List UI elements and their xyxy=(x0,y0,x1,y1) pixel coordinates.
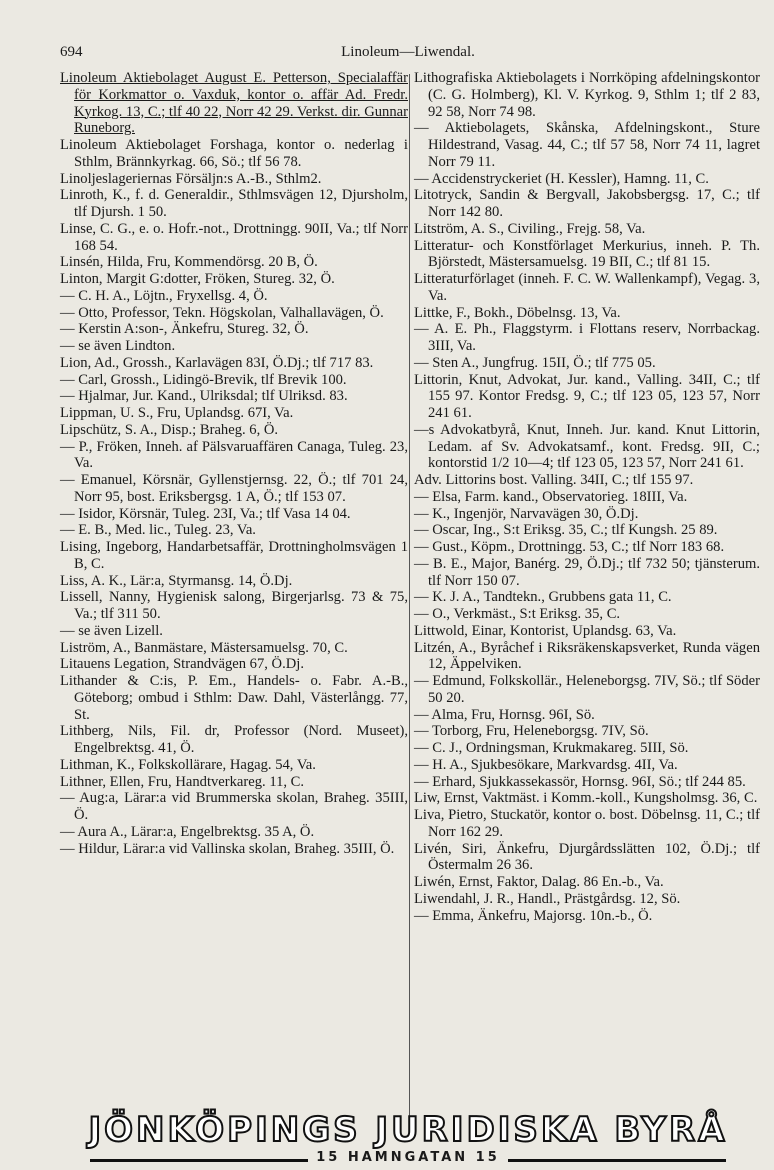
directory-entry: Livén, Siri, Änkefru, Djurgårdsslätten 102, Ö.Dj.; tlf Östermalm 26 36. xyxy=(414,840,760,874)
directory-entry: Litzén, A., Byråchef i Riksräkenskapsverket, Runda vägen 12, Äppelviken. xyxy=(414,639,760,673)
directory-entry: Liss, A. K., Lär:a, Styrmansg. 14, Ö.Dj. xyxy=(60,572,293,589)
directory-entry: — Kerstin A:son-, Änkefru, Stureg. 32, Ö. xyxy=(60,321,309,338)
directory-entry: — se även Lizell. xyxy=(60,622,163,639)
directory-entry: Linoljeslageriernas Försäljn:s A.-B., Sthlm2. xyxy=(60,170,322,187)
directory-entry: — Emanuel, Körsnär, Gyllenstjernsg. 22, Ö.; tlf 701 24, Norr 95, bost. Eriksbergsg. 1 A, Ö.; tlf 153 07. xyxy=(60,472,408,505)
directory-entry: Linroth, K., f. d. Generaldir., Sthlmsvägen 12, Djursholm, tlf Djursh. 1 50. xyxy=(60,187,408,220)
right-column xyxy=(414,70,760,924)
directory-entry: Lissell, Nanny, Hygienisk salong, Birgerjarlsg. 73 & 75, Va.; tlf 311 50. xyxy=(60,589,408,622)
directory-entry: Littorin, Knut, Advokat, Jur. kand., Valling. 34II, C.; tlf 155 97. Kontor Fredsg. 9, C.; tlf 123 05, 123 57, Norr 241 61. xyxy=(414,371,760,421)
directory-entry: Lithander & C:is, P. Em., Handels- o. Fabr. A.-B., Göteborg; ombud i Sthlm: Daw. Dahl, Västerlångg. 77, St. xyxy=(60,673,408,723)
directory-entry: Lising, Ingeborg, Handarbetsaffär, Drottningholmsvägen 1 B, C. xyxy=(60,539,408,572)
directory-entry: Linoleum Aktiebolaget August E. Petterson, Specialaffär för Korkmattor o. Vaxduk, kontor o. affär Ad. Fredr. Kyrkog. 13, C.; tlf 40 22, Norr 42 29. Verkst. dir. Gunnar Runeborg. xyxy=(60,70,408,137)
directory-entry: Liström, A., Banmästare, Mästersamuelsg. 70, C. xyxy=(60,639,348,656)
directory-entry: Linoleum Aktiebolaget Forshaga, kontor o. nederlag i Sthlm, Brännkyrkag. 66, Sö.; tlf 56 78. xyxy=(60,137,408,170)
directory-entry: Litström, A. S., Civiling., Frejg. 58, Va. xyxy=(414,220,646,237)
directory-entry: — Elsa, Farm. kand., Observatorieg. 18III, Va. xyxy=(414,488,688,505)
directory-entry: Lithner, Ellen, Fru, Handtverkareg. 11, C. xyxy=(60,773,305,790)
advertisement-address: 15 HAMNGATAN 15 xyxy=(308,1150,508,1165)
directory-entry: — Erhard, Sjukkassekassör, Hornsg. 96I, Sö.; tlf 244 85. xyxy=(414,773,746,790)
directory-entry: — K. J. A., Tandtekn., Grubbens gata 11, C. xyxy=(414,589,672,606)
directory-entry: — Accidenstryckeriet (H. Kessler), Hamng. 11, C. xyxy=(414,170,709,187)
directory-entry: — Aug:a, Lärar:a vid Brummerska skolan, Braheg. 35III, Ö. xyxy=(60,790,408,823)
page-header xyxy=(60,44,756,68)
directory-entry: Lippman, U. S., Fru, Uplandsg. 67I, Va. xyxy=(60,405,294,421)
directory-entry: Linsén, Hilda, Fru, Kommendörsg. 20 B, Ö. xyxy=(60,254,318,271)
directory-entry: — Isidor, Körsnär, Tuleg. 23I, Va.; tlf Vasa 14 04. xyxy=(60,505,351,522)
directory-entry: Litteraturförlaget (inneh. F. C. W. Wallenkampf), Vegag. 3, Va. xyxy=(414,271,760,304)
address-rule-right xyxy=(486,1159,726,1162)
directory-entry: Litteratur- och Konstförlaget Merkurius, inneh. P. Th. Björstedt, Mästersamuelsg. 19 BII, C.; tlf 81 15. xyxy=(414,237,760,271)
page-title: Linoleum—Liwendal. xyxy=(341,44,475,60)
directory-entry: —s Advokatbyrå, Knut, Inneh. Jur. kand. Knut Littorin, Ledam. af Sv. Advokatsamf., kont. Fredsg. 9II, C.; kontorstid 1/2 10—4; tlf 123 05, 123 57, Norr 241 61. xyxy=(414,421,760,472)
directory-entry: — Carl, Grossh., Lidingö-Brevik, tlf Brevik 100. xyxy=(60,371,347,388)
directory-entry: — P., Fröken, Inneh. af Pälsvaruaffären Canaga, Tuleg. 23, Va. xyxy=(60,438,408,472)
directory-entry: Lithberg, Nils, Fil. dr, Professor (Nord. Museet), Engelbrektsg. 41, Ö. xyxy=(60,723,408,756)
directory-entry: Linse, C. G., e. o. Hofr.-not., Drottningg. 90II, Va.; tlf Norr 168 54. xyxy=(60,220,408,254)
advertisement-banner: JÖNKÖPINGS JURIDISKA BYRÅ xyxy=(88,1110,728,1150)
directory-entry: — Hildur, Lärar:a vid Vallinska skolan, Braheg. 35III, Ö. xyxy=(60,840,395,857)
column-divider xyxy=(409,74,410,1124)
directory-entry: — O., Verkmäst., S:t Eriksg. 35, C. xyxy=(414,606,621,622)
directory-entry: Liw, Ernst, Vaktmäst. i Komm.-koll., Kungsholmsg. 36, C. xyxy=(414,790,758,807)
page-number: 694 xyxy=(60,44,83,60)
directory-entry: Lipschütz, S. A., Disp.; Braheg. 6, Ö. xyxy=(60,421,279,438)
directory-entry: — Emma, Änkefru, Majorsg. 10n.-b., Ö. xyxy=(414,907,653,924)
directory-entry: Linton, Margit G:dotter, Fröken, Stureg. 32, Ö. xyxy=(60,271,335,287)
directory-entry: Litauens Legation, Strandvägen 67, Ö.Dj. xyxy=(60,656,304,673)
directory-entry: Lion, Ad., Grossh., Karlavägen 83I, Ö.Dj.; tlf 717 83. xyxy=(60,354,374,371)
advertisement-address-line xyxy=(60,1150,756,1170)
directory-entry: — Otto, Professor, Tekn. Högskolan, Valhallavägen, Ö. xyxy=(60,304,384,321)
advertisement-footer xyxy=(60,1112,756,1170)
directory-entry: Adv. Littorins bost. Valling. 34II, C.; tlf 155 97. xyxy=(414,472,694,488)
directory-entry: — Alma, Fru, Hornsg. 96I, Sö. xyxy=(414,706,595,723)
directory-entry: — B. E., Major, Banérg. 29, Ö.Dj.; tlf 732 50; tjänsterum. tlf Norr 150 07. xyxy=(414,555,760,589)
directory-entry: Lithografiska Aktiebolagets i Norrköping afdelningskontor (C. G. Holmberg), Kl. V. Kyrkog. 9, Sthlm 1; tlf 2 83, 92 58, Norr 74 98. xyxy=(414,70,760,120)
directory-entry: — se även Lindton. xyxy=(60,338,176,354)
directory-entry: Liva, Pietro, Stuckatör, kontor o. bost. Döbelnsg. 11, C.; tlf Norr 162 29. xyxy=(414,807,760,840)
directory-entry: Littke, F., Bokh., Döbelnsg. 13, Va. xyxy=(414,304,621,321)
directory-entry: — C. J., Ordningsman, Krukmakareg. 5III, Sö. xyxy=(414,740,689,756)
directory-entry: — E. B., Med. lic., Tuleg. 23, Va. xyxy=(60,522,256,539)
directory-entry: — Sten A., Jungfrug. 15II, Ö.; tlf 775 05. xyxy=(414,354,656,371)
left-column xyxy=(60,70,408,857)
directory-entry: — H. A., Sjukbesökare, Markvardsg. 4II, Va. xyxy=(414,756,678,773)
directory-entry: — A. E. Ph., Flaggstyrm. i Flottans reserv, Norrbackag. 3III, Va. xyxy=(414,321,760,354)
directory-entry: — Aura A., Lärar:a, Engelbrektsg. 35 A, Ö. xyxy=(60,823,315,840)
directory-entry: — Aktiebolagets, Skånska, Afdelningskont., Sture Hildestrand, Vasag. 44, C.; tlf 57 58, Norr 74 11, lagret Norr 79 11. xyxy=(414,120,760,170)
directory-entry: Liwén, Ernst, Faktor, Dalag. 86 En.-b., Va. xyxy=(414,874,664,890)
directory-entry: — C. H. A., Löjtn., Fryxellsg. 4, Ö. xyxy=(60,287,268,304)
directory-entry: — Gust., Köpm., Drottningg. 53, C.; tlf Norr 183 68. xyxy=(414,539,725,555)
directory-entry: Lithman, K., Folkskollärare, Hagag. 54, Va. xyxy=(60,756,316,773)
directory-entry: Liwendahl, J. R., Handl., Prästgårdsg. 12, Sö. xyxy=(414,890,681,907)
directory-entry: — Torborg, Fru, Heleneborgsg. 7IV, Sö. xyxy=(414,723,649,740)
directory-entry: — K., Ingenjör, Narvavägen 30, Ö.Dj. xyxy=(414,505,639,522)
directory-entry: Litotryck, Sandin & Bergvall, Jakobsbergsg. 17, C.; tlf Norr 142 80. xyxy=(414,187,760,220)
directory-entry: — Hjalmar, Jur. Kand., Ulriksdal; tlf Ulriksd. 83. xyxy=(60,388,348,405)
address-rule-left xyxy=(90,1159,330,1162)
directory-entry: — Edmund, Folkskollär., Heleneborgsg. 7IV, Sö.; tlf Söder 50 20. xyxy=(414,673,760,706)
directory-entry: Littwold, Einar, Kontorist, Uplandsg. 63, Va. xyxy=(414,622,677,639)
directory-entry: — Oscar, Ing., S:t Eriksg. 35, C.; tlf Kungsh. 25 89. xyxy=(414,522,718,539)
